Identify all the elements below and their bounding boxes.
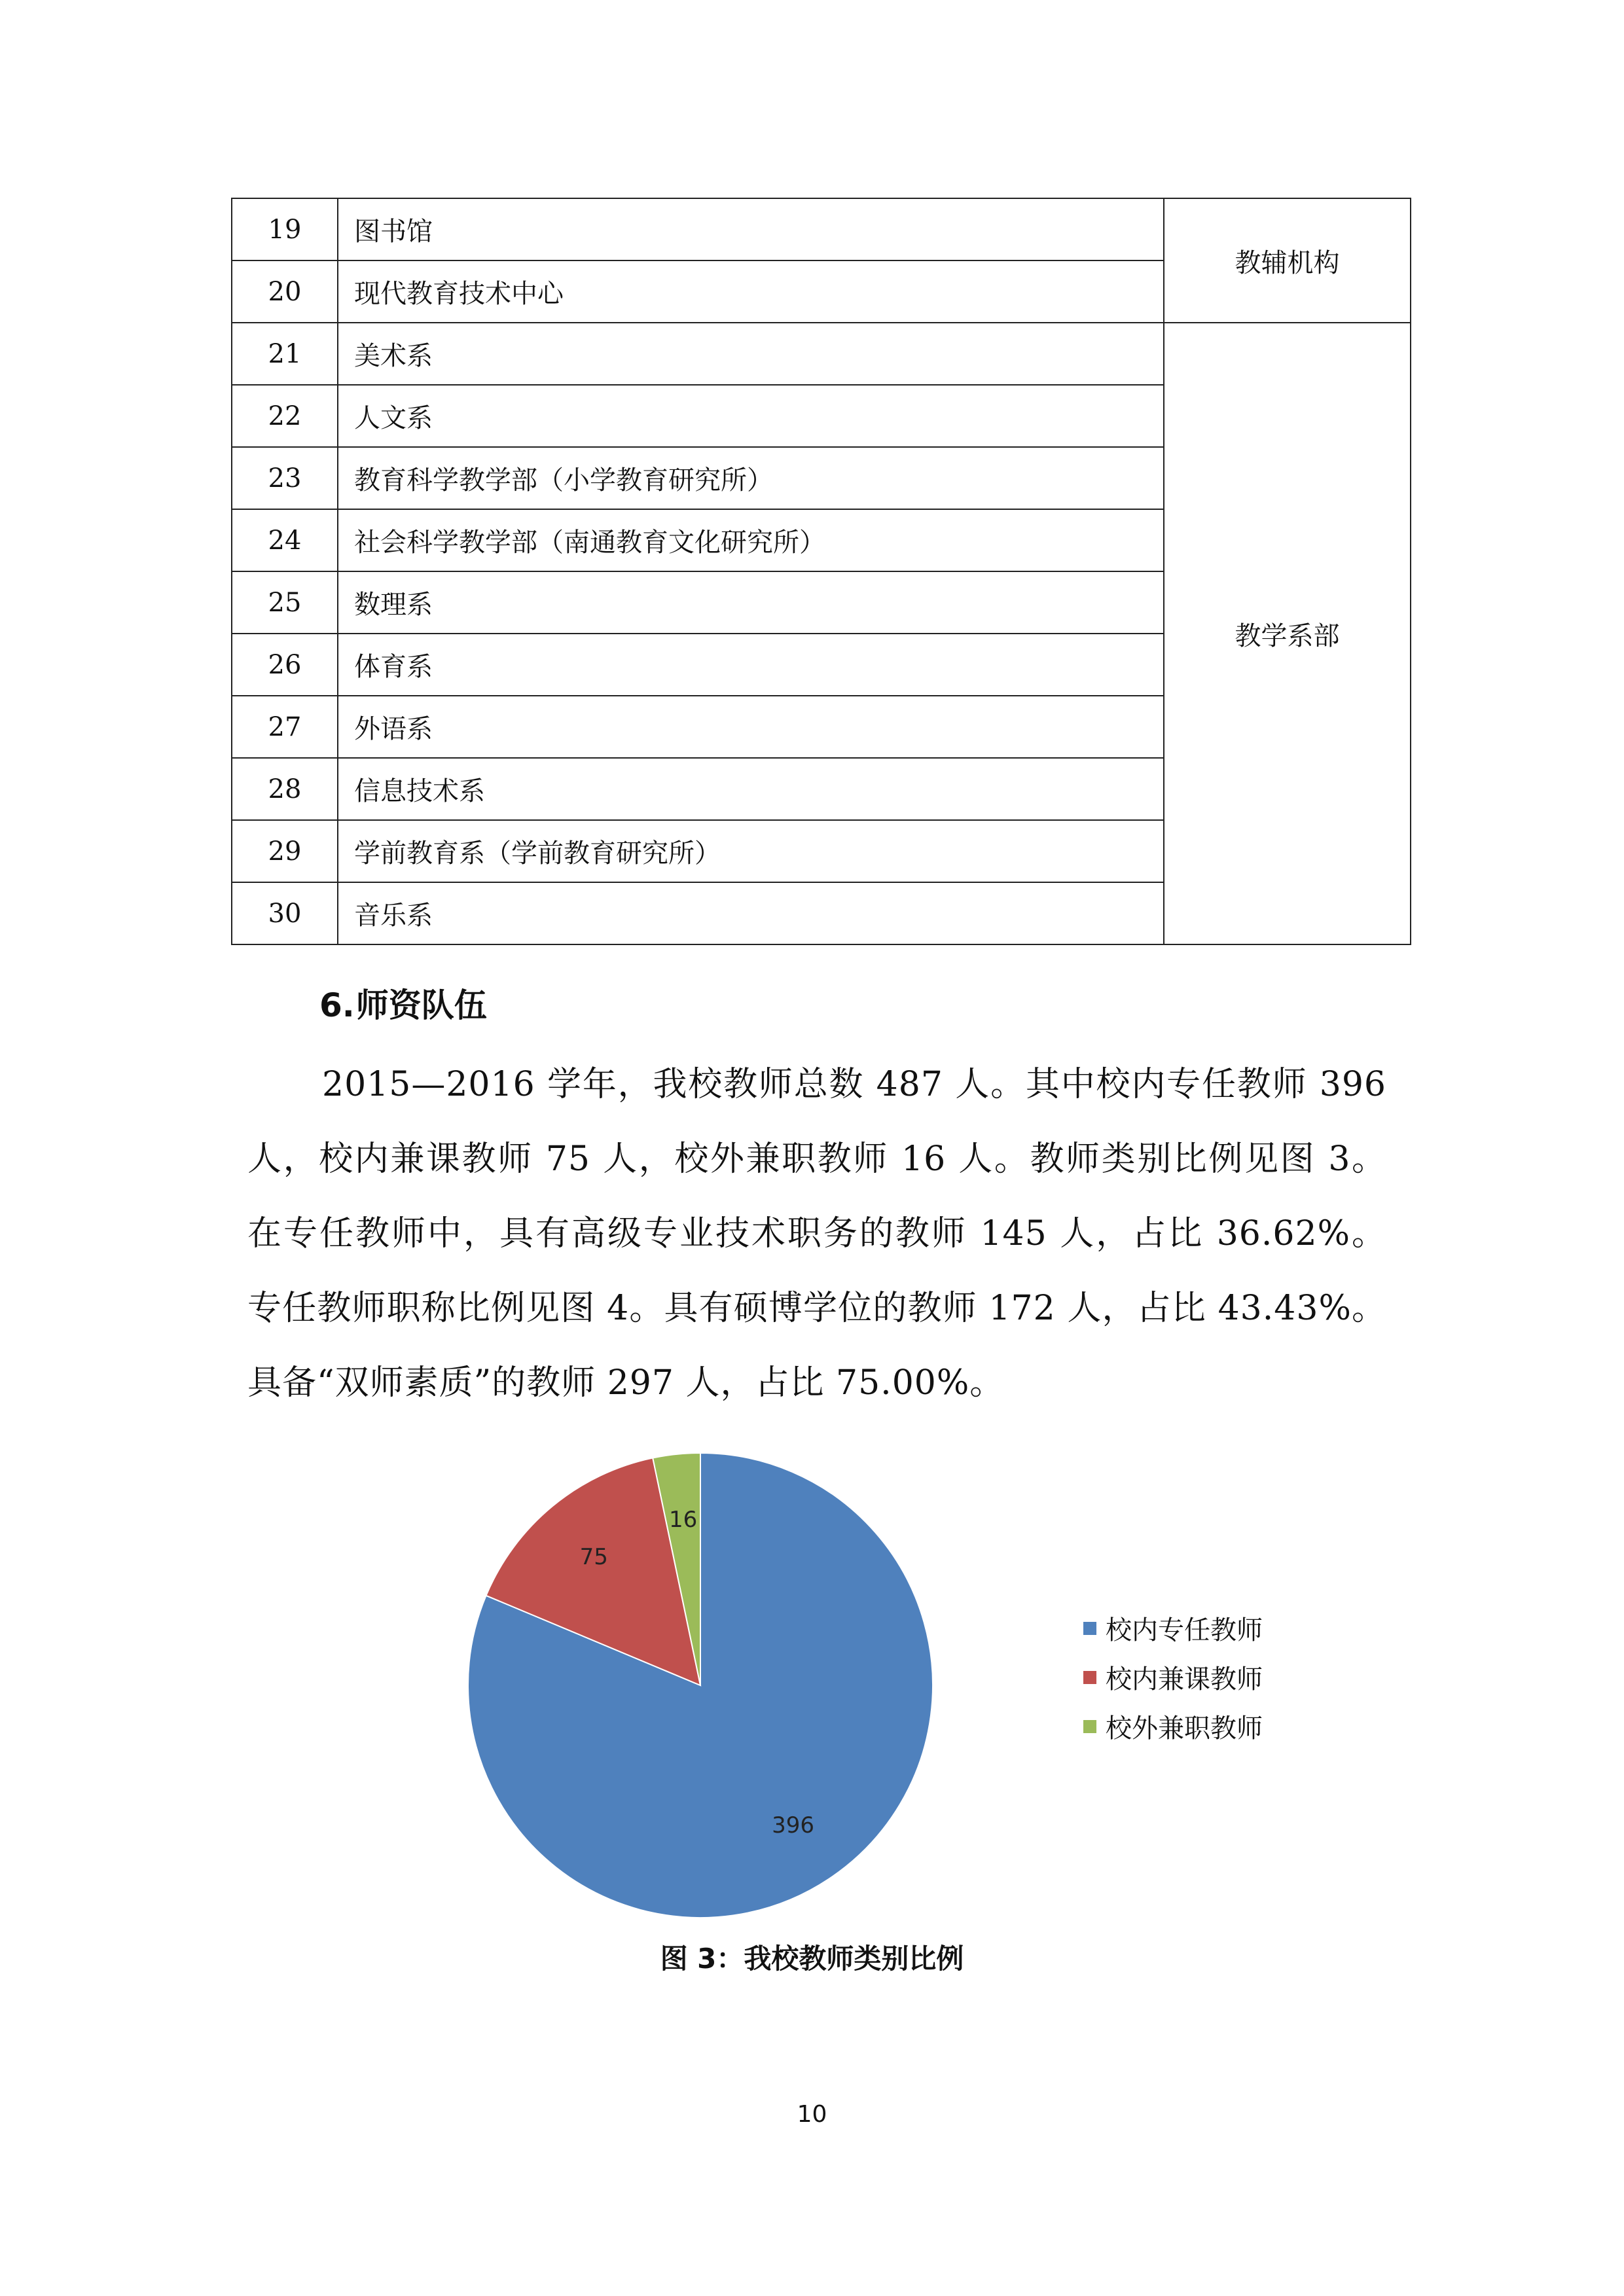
row-number: 23 bbox=[232, 447, 338, 509]
row-number: 25 bbox=[232, 571, 338, 634]
table-row bbox=[232, 198, 1411, 260]
figure-caption: 图 3：我校教师类别比例 bbox=[660, 1943, 964, 1975]
paragraph-line: 人，校内兼课教师 75 人，校外兼职教师 16 人。教师类别比例见图 3。 bbox=[247, 1139, 1386, 1179]
pie-data-label: 75 bbox=[579, 1543, 608, 1570]
row-number: 30 bbox=[232, 882, 338, 944]
paragraph-line: 具备“双师素质”的教师 297 人，占比 75.00%。 bbox=[247, 1363, 1005, 1403]
section-heading bbox=[319, 979, 487, 1031]
unit-name: 外语系 bbox=[338, 696, 1164, 758]
body-paragraph bbox=[247, 1047, 1386, 1420]
section-number: 6. bbox=[319, 986, 355, 1024]
unit-name: 音乐系 bbox=[338, 882, 1164, 944]
table-row bbox=[232, 323, 1411, 385]
legend-swatch bbox=[1083, 1671, 1096, 1684]
row-number: 22 bbox=[232, 385, 338, 447]
legend-swatch bbox=[1083, 1720, 1096, 1733]
pie-chart-svg bbox=[452, 1440, 949, 1931]
paragraph-line: 2015—2016 学年，我校教师总数 487 人。其中校内专任教师 396 bbox=[322, 1065, 1386, 1104]
teacher-category-pie-chart bbox=[452, 1440, 1303, 1931]
unit-name: 教育科学教学部（小学教育研究所） bbox=[338, 447, 1164, 509]
organization-table bbox=[231, 198, 1411, 945]
row-number: 19 bbox=[232, 198, 338, 260]
legend-label: 校内专任教师 bbox=[1106, 1615, 1263, 1645]
legend-label: 校外兼职教师 bbox=[1106, 1713, 1263, 1744]
row-number: 29 bbox=[232, 820, 338, 882]
unit-category: 教学系部 bbox=[1164, 323, 1411, 944]
unit-name: 美术系 bbox=[338, 323, 1164, 385]
unit-name: 学前教育系（学前教育研究所） bbox=[338, 820, 1164, 882]
paragraph-line: 在专任教师中，具有高级专业技术职务的教师 145 人，占比 36.62%。 bbox=[247, 1214, 1386, 1253]
unit-name: 数理系 bbox=[338, 571, 1164, 634]
legend-label: 校内兼课教师 bbox=[1106, 1664, 1263, 1695]
legend-item bbox=[1083, 1702, 1263, 1751]
chart-legend bbox=[1083, 1604, 1263, 1751]
pie-data-label: 16 bbox=[669, 1506, 698, 1533]
unit-name: 信息技术系 bbox=[338, 758, 1164, 820]
row-number: 28 bbox=[232, 758, 338, 820]
unit-name: 现代教育技术中心 bbox=[338, 260, 1164, 323]
row-number: 21 bbox=[232, 323, 338, 385]
page-number: 10 bbox=[797, 2101, 827, 2128]
row-number: 20 bbox=[232, 260, 338, 323]
row-number: 26 bbox=[232, 634, 338, 696]
unit-name: 社会科学教学部（南通教育文化研究所） bbox=[338, 509, 1164, 571]
row-number: 27 bbox=[232, 696, 338, 758]
row-number: 24 bbox=[232, 509, 338, 571]
unit-name: 体育系 bbox=[338, 634, 1164, 696]
unit-name: 人文系 bbox=[338, 385, 1164, 447]
unit-category: 教辅机构 bbox=[1164, 198, 1411, 323]
section-title: 师资队伍 bbox=[355, 986, 487, 1024]
pie-data-label: 396 bbox=[772, 1812, 815, 1839]
legend-item bbox=[1083, 1604, 1263, 1653]
legend-swatch bbox=[1083, 1622, 1096, 1635]
paragraph-line: 专任教师职称比例见图 4。具有硕博学位的教师 172 人，占比 43.43%。 bbox=[247, 1289, 1386, 1328]
legend-item bbox=[1083, 1653, 1263, 1702]
unit-name: 图书馆 bbox=[338, 198, 1164, 260]
